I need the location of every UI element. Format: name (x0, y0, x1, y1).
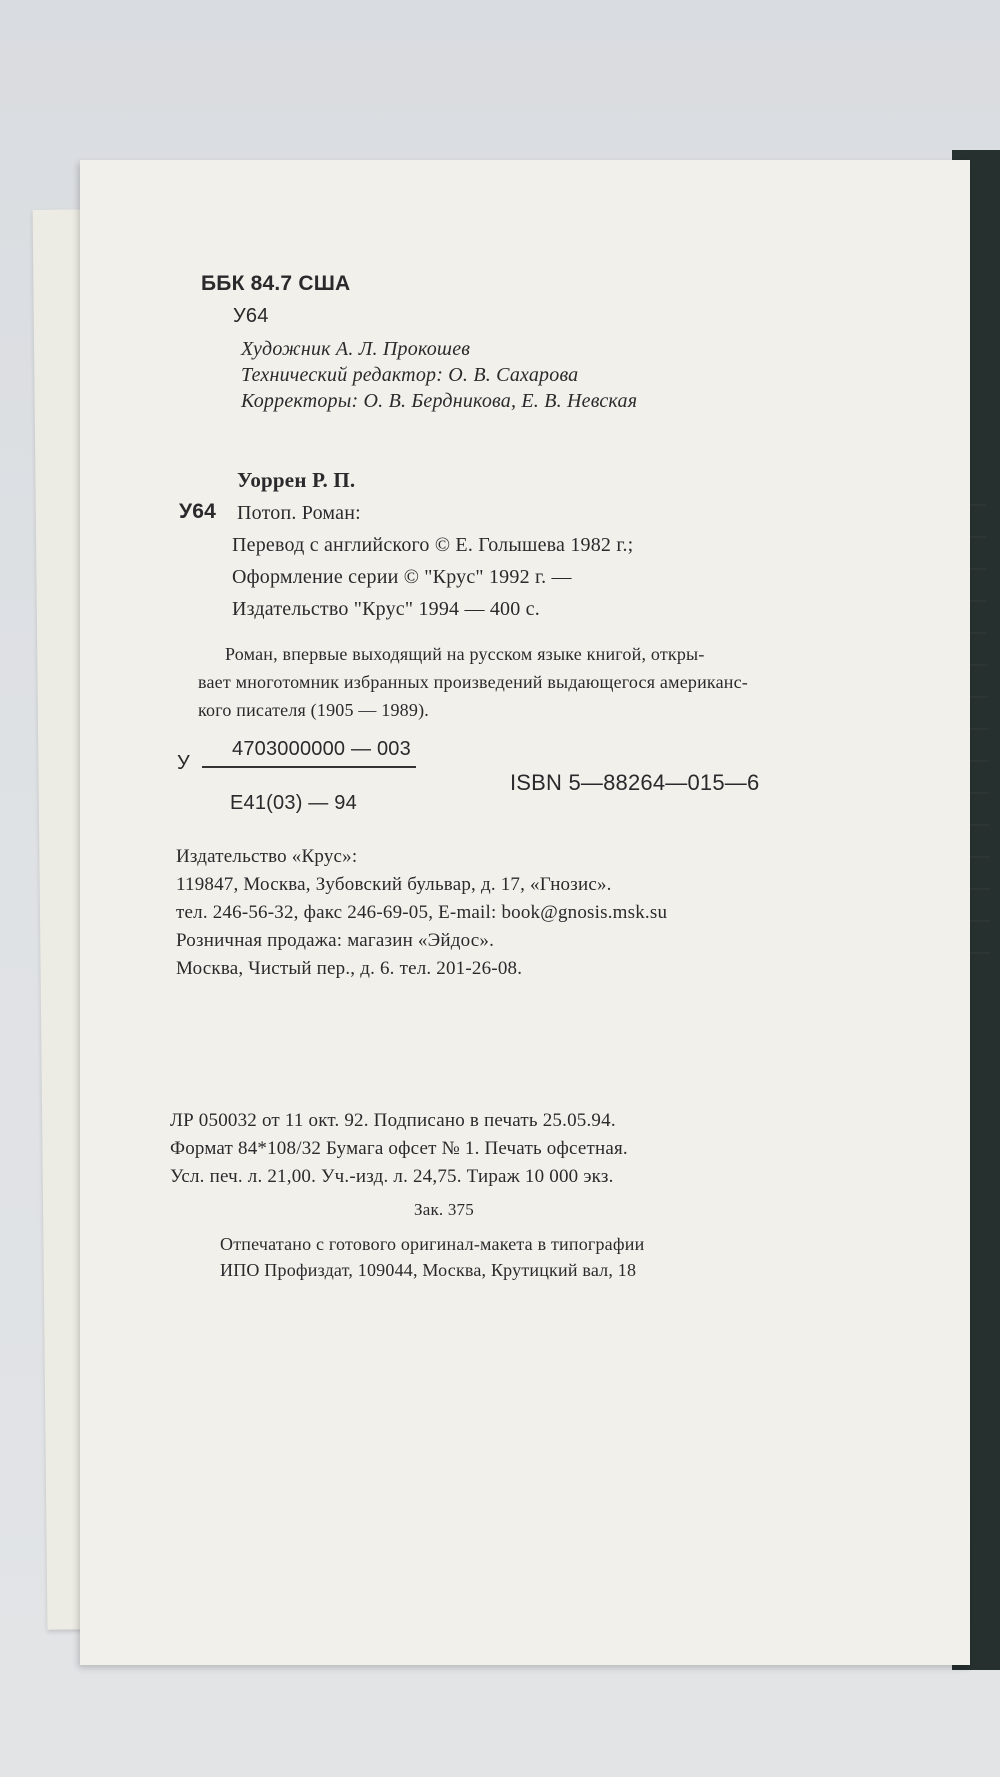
imprint-line-2: Формат 84*108/32 Бумага офсет № 1. Печать офсетная. (170, 1138, 628, 1159)
contact-address: 119847, Москва, Зубовский бульвар, д. 17, «Гнозис». (176, 874, 612, 895)
credit-artist: Художник А. Л. Прокошев (241, 338, 471, 360)
annotation-line-1: Роман, впервые выходящий на русском языке книгой, откры- (225, 644, 705, 664)
fraction-line (202, 766, 416, 768)
index-denominator: Е41(03) — 94 (230, 792, 357, 814)
imprint-line-1: ЛР 050032 от 11 окт. 92. Подписано в печать 25.05.94. (170, 1110, 616, 1131)
printer-line-2: ИПО Профиздат, 109044, Москва, Крутицкий вал, 18 (220, 1260, 637, 1280)
translation-credit: Перевод с английского © Е. Голышева 1982 г.; (232, 534, 634, 556)
catalog-code: У64 (179, 500, 217, 523)
bbk-code: У64 (233, 305, 269, 327)
order-number: Зак. 375 (414, 1200, 474, 1219)
contact-retail-address: Москва, Чистый пер., д. 6. тел. 201-26-08. (176, 958, 523, 979)
imprint-line-3: Усл. печ. л. 21,00. Уч.-изд. л. 24,75. Тираж 10 000 экз. (170, 1166, 614, 1187)
index-numerator: 4703000000 — 003 (232, 738, 411, 760)
credit-tech-editor: Технический редактор: О. В. Сахарова (241, 364, 579, 386)
contact-phone-email: тел. 246-56-32, факс 246-69-05, E-mail: book@gnosis.msk.su (176, 902, 668, 923)
publisher-line: Издательство "Крус" 1994 — 400 с. (232, 598, 540, 620)
copyright-page (80, 160, 970, 1665)
annotation-line-2: вает многотомник избранных произведений выдающегося американс- (198, 672, 749, 692)
index-letter: У (177, 752, 190, 774)
author-name: Уоррен Р. П. (237, 468, 356, 492)
credit-proofreaders: Корректоры: О. В. Бердникова, Е. В. Невская (241, 390, 638, 412)
annotation-line-3: кого писателя (1905 — 1989). (198, 700, 429, 720)
series-design-credit: Оформление серии © "Крус" 1992 г. — (232, 566, 572, 588)
contact-publisher: Издательство «Крус»: (176, 846, 358, 867)
bbk-classification: ББК 84.7 США (201, 272, 351, 295)
contact-retail: Розничная продажа: магазин «Эйдос». (176, 930, 495, 951)
book-title: Потоп. Роман: (237, 502, 361, 524)
printer-line-1: Отпечатано с готового оригинал-макета в типографии (220, 1234, 645, 1254)
isbn: ISBN 5—88264—015—6 (510, 770, 760, 795)
